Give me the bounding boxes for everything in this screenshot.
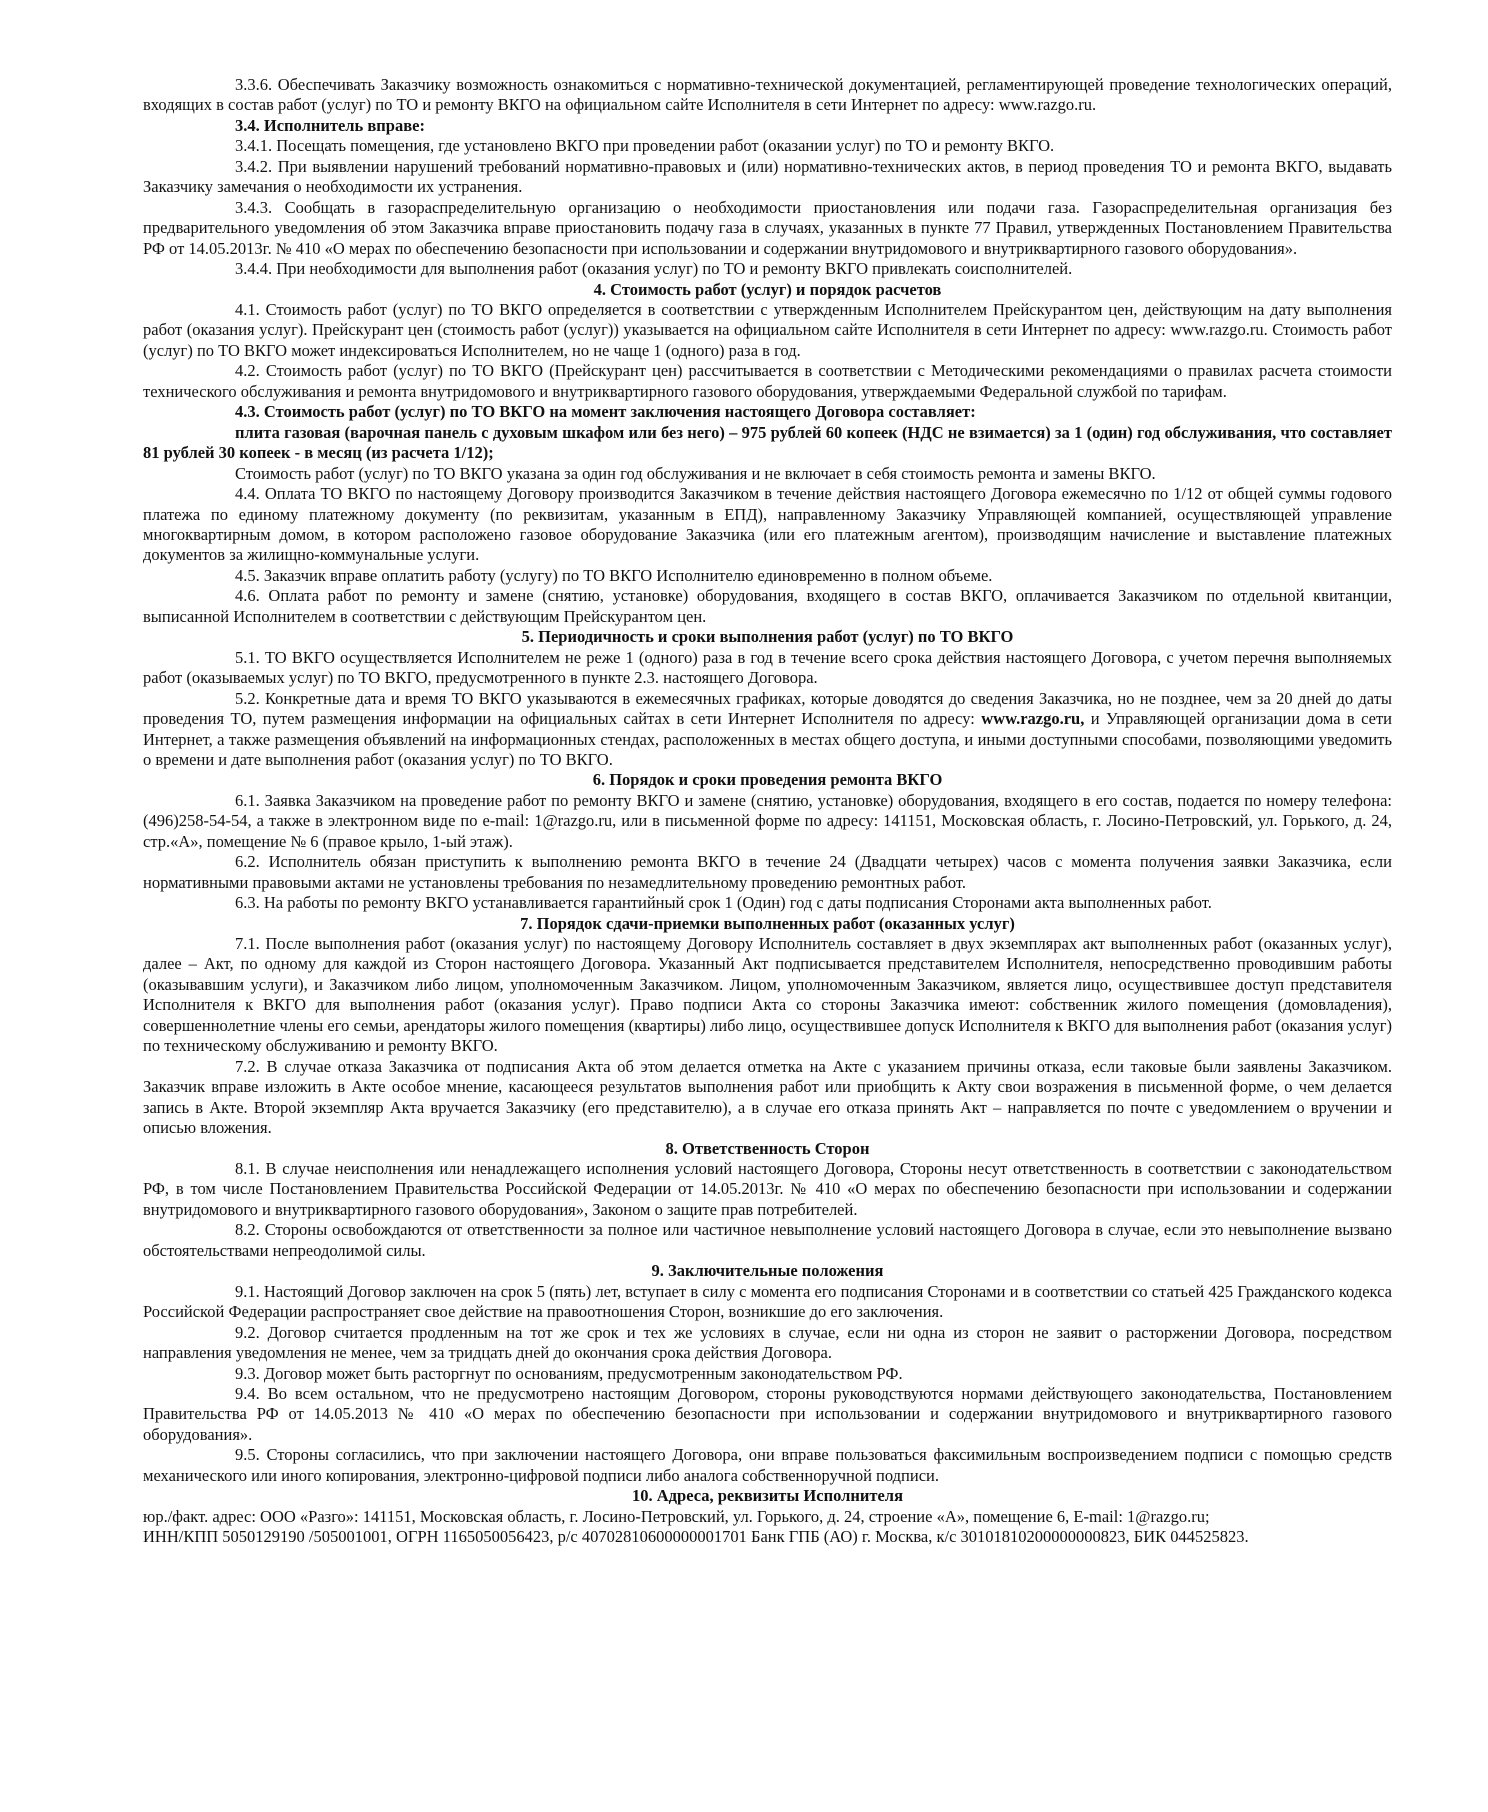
clause-9-5: 9.5. Стороны согласились, что при заключении настоящего Договора, они вправе пользоваться факсимильным воспроизведением подписи с помощью средств механического или иного копирования, электронно-цифровой подписи либо аналога собственноручной подписи.: [143, 1445, 1392, 1485]
section-heading-5: 5. Периодичность и сроки выполнения работ (услуг) по ТО ВКГО: [521, 627, 1014, 647]
subheading-4-3: 4.3. Стоимость работ (услуг) по ТО ВКГО на момент заключения настоящего Договора составляет:: [235, 402, 976, 422]
clause-4-4: 4.4. Оплата ТО ВКГО по настоящему Договору производится Заказчиком в течение действия настоящего Договора ежемесячно по 1/12 от общей суммы годового платежа по единому платежному документу (по реквизитам, указанным в ЕПД), направленному Заказчику Управляющей компанией, осуществляющей управление многоквартирным домом, в котором расположено газовое оборудование Заказчика (или его платежным агентом), производящим начисление и выставление платежных документов за жилищно-коммунальные услуги.: [143, 484, 1392, 565]
clause-9-1: 9.1. Настоящий Договор заключен на срок 5 (пять) лет, вступает в силу с момента его подписания Сторонами и в соответствии со статьей 425 Гражданского кодекса Российской Федерации распространяет свое действие на правоотношения Сторон, возникшие до его заключения.: [143, 1281, 1392, 1322]
clause-6-3: 6.3. На работы по ремонту ВКГО устанавливается гарантийный срок 1 (Один) год с даты подписания Сторонами акта выполненных работ.: [235, 893, 1212, 913]
section-heading-7: 7. Порядок сдачи-приемки выполненных работ (оказанных услуг): [520, 913, 1015, 933]
executor-bank-details: ИНН/КПП 5050129190 /505001001, ОГРН 1165050056423, р/с 40702810600000001701 Банк ГПБ (АО) г. Москва, к/с 30101810200000000823, БИК 044525823.: [143, 1527, 1249, 1547]
clause-3-4-1: 3.4.1. Посещать помещения, где установлено ВКГО при проведении работ (оказании услуг) по ТО и ремонту ВКГО.: [235, 136, 1055, 156]
clause-4-1: 4.1. Стоимость работ (услуг) по ТО ВКГО определяется в соответствии с утвержденным Исполнителем Прейскурантом цен, действующим на дату выполнения работ (оказания услуг). Прейскурант цен (стоимость работ (услуг)) указывается на официальном сайте Исполнителя в сети Интернет по адресу: www.razgo.ru. Стоимость работ (услуг) по ТО ВКГО может индексироваться Исполнителем, но не чаще 1 (одного) раза в год.: [143, 299, 1392, 360]
section-heading-4: 4. Стоимость работ (услуг) и порядок расчетов: [593, 279, 942, 299]
clause-3-4-3: 3.4.3. Сообщать в газораспределительную организацию о необходимости приостановления или подачи газа. Газораспределительная организация без предварительного уведомления об этом Заказчика вправе приостановить подачу газа в случаях, указанных в пункте 77 Правил, утвержденных Постановлением Правительства РФ от 14.05.2013г. № 410 «О мерах по обеспечению безопасности при использовании и содержании внутридомового и внутриквартирного газового оборудования».: [143, 197, 1392, 258]
clause-5-2-text-a: 5.2. Конкретные дата и время ТО ВКГО указываются в ежемесячных графиках, которые доводятся до сведения Заказчика, но не позднее, чем за 20 дней до даты проведения ТО, путем размещения информации на официальных сайтах в сети Интернет Исполнителя по адресу:: [143, 688, 1392, 729]
clause-4-3-note: Стоимость работ (услуг) по ТО ВКГО указана за один год обслуживания и не включает в себя стоимость ремонта и замены ВКГО.: [235, 463, 1156, 483]
clause-4-3-price: плита газовая (варочная панель с духовым шкафом или без него) – 975 рублей 60 копеек (НДС не взимается) за 1 (один) год обслуживания, что составляет 81 рублей 30 копеек - в месяц (из расчета 1/12);: [143, 422, 1392, 463]
clause-9-2: 9.2. Договор считается продленным на тот же срок и тех же условиях в случае, если ни одна из сторон не заявит о расторжении Договора, посредством направления уведомления не менее, чем за тридцать дней до окончания срока действия Договора.: [143, 1322, 1392, 1363]
clause-4-6: 4.6. Оплата работ по ремонту и замене (снятию, установке) оборудования, входящего в состав ВКГО, оплачивается Заказчиком по отдельной квитанции, выписанной Исполнителем в соответствии с действующим Прейскурантом цен.: [143, 586, 1392, 626]
clause-4-5: 4.5. Заказчик вправе оплатить работу (услугу) по ТО ВКГО Исполнителю единовременно в полном объеме.: [235, 565, 993, 585]
clause-8-1: 8.1. В случае неисполнения или ненадлежащего исполнения условий настоящего Договора, Стороны несут ответственность в соответствии с законодательством РФ, в том числе Постановлением Правительства Российской Федерации от 14.05.2013г. № 410 «О мерах по обеспечению безопасности при использовании и содержании внутридомового и внутриквартирного газового оборудования», Законом о защите прав потребителей.: [143, 1159, 1392, 1219]
section-heading-10: 10. Адреса, реквизиты Исполнителя: [632, 1486, 903, 1506]
clause-7-1: 7.1. После выполнения работ (оказания услуг) по настоящему Договору Исполнитель составляет в двух экземплярах акт выполненных работ (оказанных услуг), далее – Акт, по одному для каждой из Сторон настоящего Договора. Указанный Акт подписывается представителем Исполнителя, непосредственно проводившим работы (оказывавшим услуги), и Заказчиком либо лицом, уполномоченным Заказчиком. Лицом, уполномоченным Заказчиком, является лицо, осуществившее доступ представителя Исполнителя к ВКГО для выполнения работ (оказания услуг). Право подписи Акта со стороны Заказчика имеют: собственник жилого помещения (домовладения), совершеннолетние члены его семьи, арендаторы жилого помещения (квартиры) либо лицо, осуществившее допуск Исполнителя к ВКГО для выполнения работ (оказания услуг) по техническому обслуживанию и ремонту ВКГО.: [143, 934, 1392, 1056]
clause-5-2-website: www.razgo.ru,: [981, 709, 1085, 729]
subheading-3-4: 3.4. Исполнитель вправе:: [235, 115, 425, 135]
section-heading-8: 8. Ответственность Сторон: [665, 1138, 870, 1158]
contract-body: [143, 75, 1392, 1548]
clause-9-4: 9.4. Во всем остальном, что не предусмотрено настоящим Договором, стороны руководствуются нормами действующего законодательства, Постановлением Правительства РФ от 14.05.2013 № 410 «О мерах по обеспечению безопасности при использовании и содержании внутридомового и внутриквартирного газового оборудования».: [143, 1384, 1392, 1444]
clause-5-1: 5.1. ТО ВКГО осуществляется Исполнителем не реже 1 (одного) раза в год в течение всего срока действия настоящего Договора, с учетом перечня выполняемых работ (оказываемых услуг) по ТО ВКГО, предусмотренного в пункте 2.3. настоящего Договора.: [143, 647, 1392, 688]
clause-7-2: 7.2. В случае отказа Заказчика от подписания Акта об этом делается отметка на Акте с указанием причины отказа, если таковые были заявлены Заказчиком. Заказчик вправе изложить в Акте особое мнение, касающееся результатов выполнения работ или приобщить к Акту свои возражения в письменной форме, о чем делается запись в Акте. Второй экземпляр Акта вручается Заказчику (его представителю), а в случае его отказа принять Акт – направляется по почте с уведомлением о вручении и описью вложения.: [143, 1056, 1392, 1138]
clause-8-2: 8.2. Стороны освобождаются от ответственности за полное или частичное невыполнение условий настоящего Договора в случае, если это невыполнение вызвано обстоятельствами непреодолимой силы.: [143, 1220, 1392, 1260]
executor-address: юр./факт. адрес: ООО «Разго»: 141151, Московская область, г. Лосино-Петровский, ул. Горького, д. 24, строение «А», помещение 6, E-mail: 1@razgo.ru;: [143, 1506, 1210, 1526]
section-heading-6: 6. Порядок и сроки проведения ремонта ВКГО: [592, 770, 943, 790]
clause-5-2-text-b: и Управляющей организации дома в сети Интернет, а также размещения объявлений на информационных стендах, расположенных в местах общего доступа, и иными доступными способами, позволяющими уведомить о времени и дате выполнения работ (оказания услуг) по ТО ВКГО.: [143, 709, 1392, 769]
clause-9-3: 9.3. Договор может быть расторгнут по основаниям, предусмотренным законодательством РФ.: [235, 1363, 903, 1383]
section-heading-9: 9. Заключительные положения: [651, 1261, 884, 1281]
clause-4-2: 4.2. Стоимость работ (услуг) по ТО ВКГО (Прейскурант цен) рассчитывается в соответствии с Методическими рекомендациями о правилах расчета стоимости технического обслуживания и ремонта внутридомового и внутриквартирного газового оборудования, утверждаемыми Федеральной службой по тарифам.: [143, 361, 1392, 401]
clause-3-4-2: 3.4.2. При выявлении нарушений требований нормативно-правовых и (или) нормативно-технических актов, в период проведения ТО и ремонта ВКГО, выдавать Заказчику замечания о необходимости их устранения.: [143, 156, 1392, 197]
clause-6-1: 6.1. Заявка Заказчиком на проведение работ по ремонту ВКГО и замене (снятию, установке) оборудования, входящего в его состав, подается по номеру телефона: (496)258-54-54, а также в электронном виде по e-mail: 1@razgo.ru, или в письменной форме по адресу: 141151, Московская область, г. Лосино-Петровский, ул. Горького, д. 24, стр.«А», помещение № 6 (правое крыло, 1-ый этаж).: [143, 790, 1392, 851]
clause-3-4-4: 3.4.4. При необходимости для выполнения работ (оказания услуг) по ТО и ремонту ВКГО привлекать соисполнителей.: [235, 259, 1073, 279]
clause-3-3-6: 3.3.6. Обеспечивать Заказчику возможность ознакомиться с нормативно-технической документацией, регламентирующей проведение технологических операций, входящих в состав работ (услуг) по ТО и ремонту ВКГО на официальном сайте Исполнителя в сети Интернет по адресу: www.razgo.ru.: [143, 75, 1392, 115]
clause-5-2: [143, 689, 1392, 771]
clause-6-2: 6.2. Исполнитель обязан приступить к выполнению ремонта ВКГО в течение 24 (Двадцати четырех) часов с момента получения заявки Заказчика, если нормативными правовыми актами не установлены требования по незамедлительному проведению ремонтных работ.: [143, 852, 1392, 892]
